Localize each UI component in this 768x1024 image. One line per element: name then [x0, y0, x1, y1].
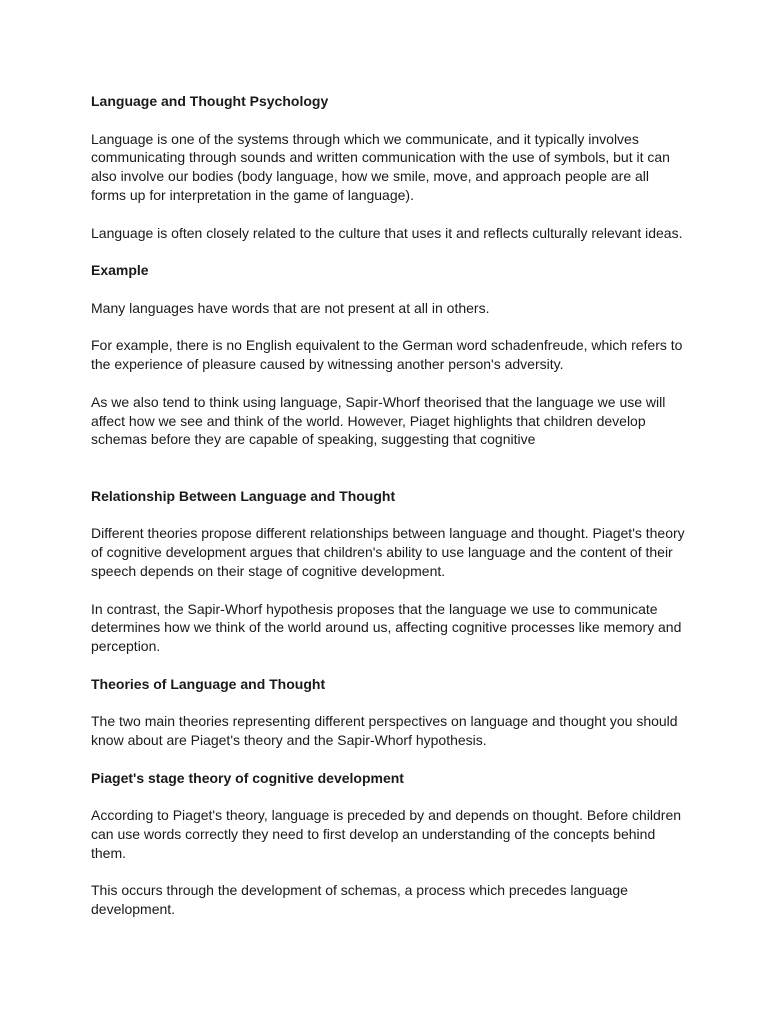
piaget-heading: Piaget's stage theory of cognitive development [91, 769, 404, 786]
relationship-paragraph-1: Different theories propose different relationships between language and thought. Piaget's theory of cognitive development argues that children's ability to use language and the content of their speech depends on their stage of cognitive development. [91, 525, 685, 579]
piaget-paragraph-2: This occurs through the development of schemas, a process which precedes language development. [91, 882, 628, 918]
blank-line [91, 468, 691, 487]
example-paragraph-2: For example, there is no English equivalent to the German word schadenfreude, which refers to the experience of pleasure caused by witnessing another person's adversity. [91, 337, 683, 373]
theories-paragraph-1: The two main theories representing different perspectives on language and thought you should know about are Piaget's theory and the Sapir-Whorf hypothesis. [91, 713, 678, 749]
piaget-paragraph-1: According to Piaget's theory, language is preceded by and depends on thought. Before children can use words correctly they need to first develop an understanding of the concepts behind them. [91, 807, 682, 861]
theories-heading: Theories of Language and Thought [91, 675, 326, 692]
document-page [91, 92, 691, 938]
example-paragraph-3: As we also tend to think using language, Sapir-Whorf theorised that the language we use will affect how we see and think of the world. However, Piaget highlights that children develop schemas before they are capable of speaking, suggesting that cognitive [91, 393, 666, 448]
example-paragraph-1: Many languages have words that are not present at all in others. [91, 299, 490, 316]
intro-paragraph-2: Language is often closely related to the culture that uses it and reflects culturally relevant ideas. [91, 224, 683, 241]
intro-paragraph-1: Language is one of the systems through which we communicate, and it typically involves communicating through sounds and written communication with the use of symbols, but it can also involve our bodies (body language, how we smile, move, and approach people are all forms up for interpretation in the game of language). [91, 130, 670, 203]
example-heading: Example [91, 262, 149, 279]
relationship-paragraph-2: In contrast, the Sapir-Whorf hypothesis proposes that the language we use to communicate determines how we think of the world around us, affecting cognitive processes like memory and perception. [91, 600, 682, 655]
relationship-heading: Relationship Between Language and Thought [91, 487, 396, 504]
document-title: Language and Thought Psychology [91, 93, 329, 109]
